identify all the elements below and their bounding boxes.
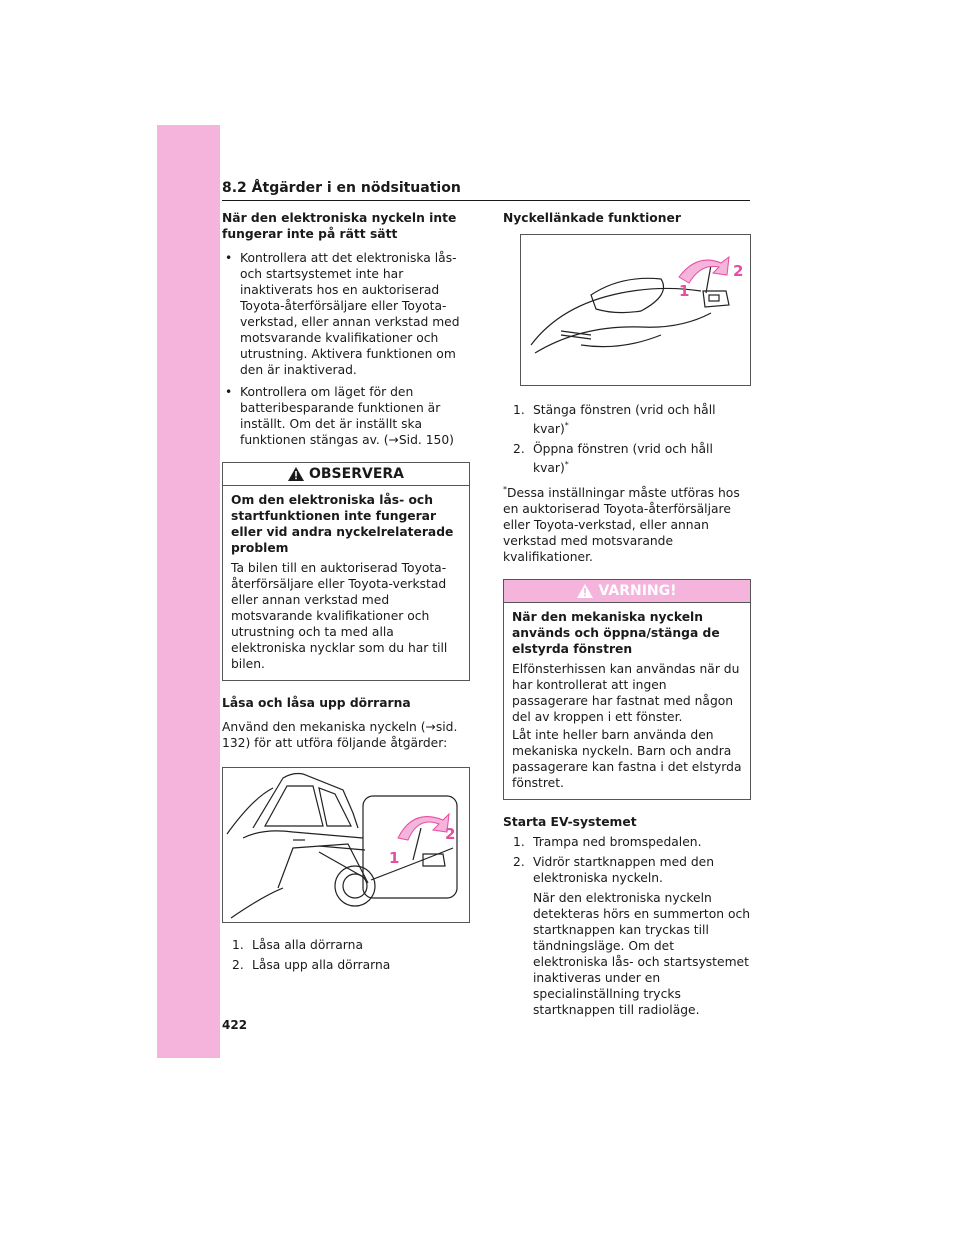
step-number: 2.: [513, 442, 525, 457]
start-steps-list: [503, 834, 751, 886]
warning-header: [504, 580, 750, 603]
notice-text: Ta bilen till en auktoriserad Toyota-återförsäljare eller Toyota-verkstad eller annan verkstad med motsvarande kvalifikationer och utrustning och ta med alla elektroniska nycklar som du har till bilen.: [231, 561, 448, 671]
step-number: 2.: [232, 958, 244, 972]
list-item: [513, 834, 751, 850]
car-side-drawing: [223, 768, 469, 922]
warning-subtitle: När den mekaniska nyckeln används och öppna/stänga de elstyrda fönstren: [512, 610, 720, 657]
door-handle-illustration: [520, 234, 751, 386]
step-number: 1.: [232, 938, 244, 952]
list-item: [232, 937, 470, 953]
step-number: 2.: [513, 855, 525, 870]
door-handle-drawing: [521, 235, 750, 385]
footnote-text: Dessa inställningar måste utföras hos en auktoriserad Toyota-återförsäljare eller Toyota-verkstad, eller annan verkstad med motsvarande kvalifikationer.: [503, 486, 740, 565]
notice-body: [223, 486, 469, 680]
footnote: [503, 482, 751, 565]
footnote-marker: *: [564, 421, 569, 430]
page-number: 422: [222, 1018, 248, 1032]
section-title: 8.2 Åtgärder i en nödsituation: [222, 180, 461, 196]
list-item: [513, 441, 751, 476]
warning-triangle-icon: [577, 584, 593, 598]
list-item: [513, 402, 751, 437]
notice-subtitle: Om den elektroniska lås- och startfunktionen inte fungerar eller vid andra nyckelrelaterade problem: [231, 493, 454, 555]
list-item: [232, 957, 470, 973]
list-item: [513, 854, 751, 886]
warning-title: VARNING!: [598, 583, 677, 600]
list-item: • Kontrollera om läget för den batteribesparande funktionen är inställt. Om det är inställt ska funktionen stängas av. (→Sid. 150): [222, 384, 470, 448]
warning-text-2: Låt inte heller barn använda den mekaniska nyckeln. Barn och andra passagerare kan fastna i det elstyrda fönstret.: [512, 728, 742, 791]
warning-triangle-icon: [288, 467, 304, 481]
section-heading: [222, 176, 750, 201]
check-list: [222, 250, 470, 448]
section-tab-bar: [157, 125, 220, 1058]
step-number: 1.: [513, 835, 525, 850]
footnote-mark: *: [503, 485, 507, 495]
car-door-illustration: [222, 767, 470, 923]
list-item: • Kontrollera att det elektroniska lås-och startsystemet inte har inaktiverats hos en auktoriserad Toyota-återförsäljare eller Toyota-verkstad, eller annan verkstad med motsvarande kvalifikationer och utrustning. Aktivera funktionen om den är inaktiverad.: [222, 250, 470, 378]
callout-2: 2: [445, 825, 456, 843]
right-column: [503, 210, 751, 1022]
notice-title: OBSERVERA: [308, 466, 404, 482]
callout-1: 1: [389, 849, 400, 867]
window-steps-list: [503, 402, 751, 476]
step-number: 1.: [513, 403, 525, 417]
step-text: Låsa upp alla dörrarna: [252, 958, 391, 972]
callout-2: 2: [733, 262, 744, 280]
intro-text: Använd den mekaniska nyckeln (→sid. 132) för att utföra följande åtgärder:: [222, 720, 458, 750]
warning-text-1: Elfönsterhissen kan användas när du har kontrollerat att ingen passagerare har fastnat med någon del av kroppen i ett fönster.: [512, 662, 740, 725]
step-text: Öppna fönstren (vrid och håll kvar): [533, 442, 713, 476]
lock-steps-list: [222, 937, 470, 973]
heading-key-linked: Nyckellänkade funktioner: [503, 211, 681, 225]
step-text: Trampa ned bromspedalen.: [533, 835, 702, 850]
heading-key-not-working: När den elektroniska nyckeln inte fungerar inte på rätt sätt: [222, 211, 457, 241]
notice-header: [223, 463, 469, 486]
footnote-marker: *: [564, 460, 569, 470]
heading-lock-unlock: Låsa och låsa upp dörrarna: [222, 696, 411, 710]
start-note: När den elektroniska nyckeln detekteras hörs en summerton och startknappen kan tryckas till tändningsläge. Om det elektroniska lås- och startsystemet inaktiveras under en specialinställning trycks startknappen till radioläge.: [533, 891, 751, 1018]
warning-body: [504, 603, 750, 799]
notice-box: [222, 462, 470, 681]
step-text: Låsa alla dörrarna: [252, 938, 363, 952]
step-text: Vidrör startknappen med den elektroniska nyckeln.: [533, 855, 715, 886]
heading-start-ev: Starta EV-systemet: [503, 815, 637, 830]
callout-1: 1: [679, 282, 690, 300]
step-text: Stänga fönstren (vrid och håll kvar): [533, 403, 716, 437]
warning-box: [503, 579, 751, 800]
left-column: [222, 210, 470, 977]
